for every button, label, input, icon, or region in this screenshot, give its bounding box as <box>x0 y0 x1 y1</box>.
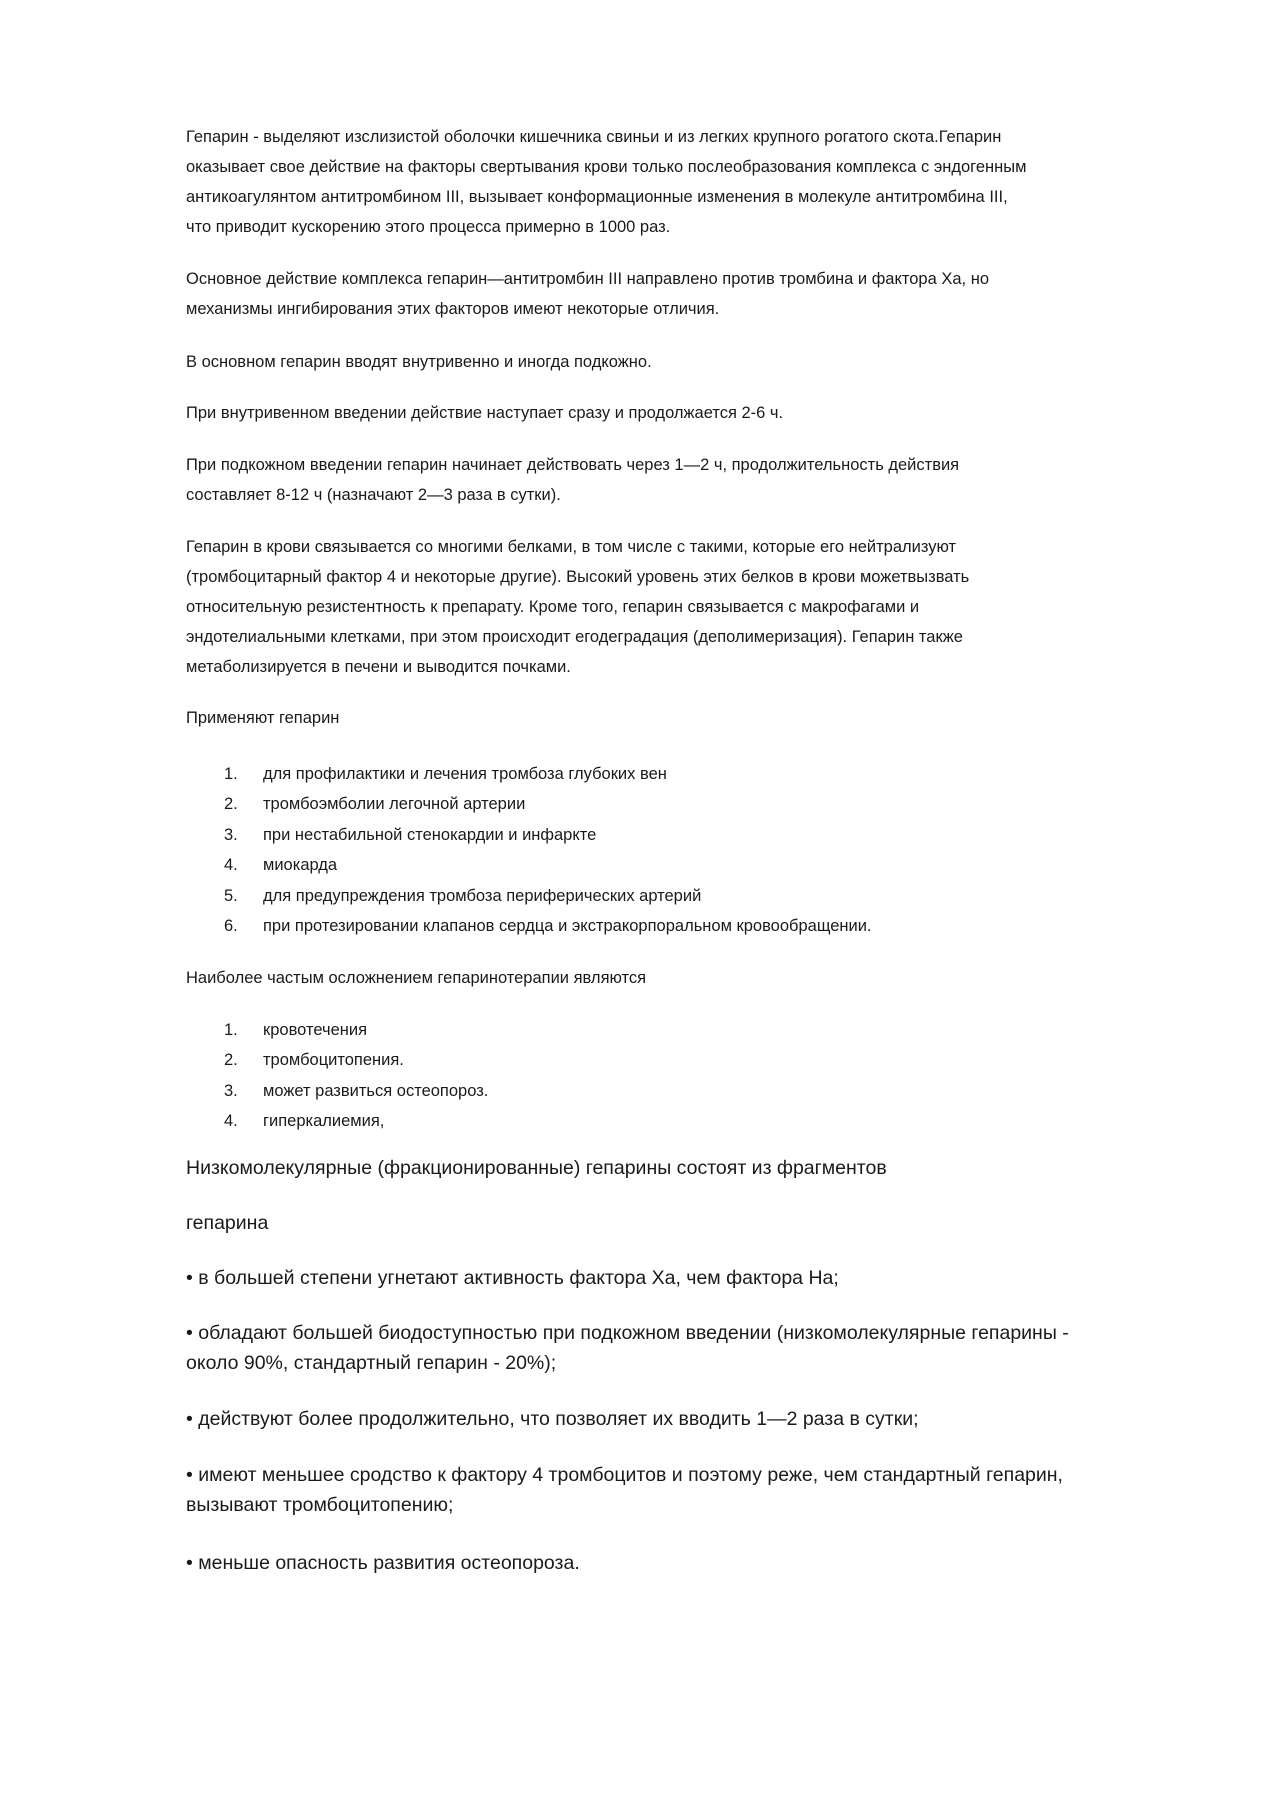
text-line: Гепарин в крови связывается со многими белками, в том числе с такими, которые его нейтрализуют <box>186 538 957 556</box>
text-line: что приводит кускорению этого процесса примерно в 1000 раз. <box>186 218 671 236</box>
list-text: тромбоэмболии легочной артерии <box>263 795 526 814</box>
paragraph <box>186 264 989 324</box>
list-text: для профилактики и лечения тромбоза глубоких вен <box>263 765 667 783</box>
text-line: При подкожном введении гепарин начинает действовать через 1—2 ч, продолжительность действия <box>186 456 960 474</box>
list-number: 4. <box>224 1111 238 1130</box>
paragraph <box>186 398 783 428</box>
text-line: относительную резистентность к препарату. Кроме того, гепарин связывается с макрофагами и <box>186 598 920 616</box>
list-number: 6. <box>224 917 238 935</box>
text-line: Гепарин - выделяют изслизистой оболочки кишечника свиньи и из легких крупного рогатого скота.Гепарин <box>186 128 1002 146</box>
paragraph <box>186 703 339 733</box>
list-number: 3. <box>224 825 238 844</box>
list-text: при протезировании клапанов сердца и экстракорпоральном кровообращении. <box>263 917 872 935</box>
list-number: 5. <box>224 886 238 905</box>
list-text: тромбоцитопения. <box>263 1051 404 1070</box>
text-line: метаболизируется в печени и выводится почками. <box>186 658 571 676</box>
list-text: может развиться остеопороз. <box>263 1081 489 1100</box>
text-line: антикоагулянтом антитромбином III, вызывает конформационные изменения в молекуле антитромбина III, <box>186 188 1008 206</box>
text-line: Наиболее частым осложнением гепаринотерапии являются <box>186 969 647 987</box>
list-number: 4. <box>224 856 238 875</box>
list-number: 2. <box>224 795 238 814</box>
text-line: В основном гепарин вводят внутривенно и иногда подкожно. <box>186 353 652 371</box>
text-line: • обладают большей биодоступностью при подкожном введении (низкомолекулярные гепарины - <box>186 1322 1069 1344</box>
text-line: составляет 8-12 ч (назначают 2—3 раза в сутки). <box>186 486 561 504</box>
text-line: гепарина <box>186 1212 269 1234</box>
paragraph <box>186 532 969 682</box>
text-line: около 90%, стандартный гепарин - 20%); <box>186 1352 557 1374</box>
text-line: эндотелиальными клетками, при этом происходит егодеградация (деполимеризация). Гепарин также <box>186 628 963 646</box>
complications-intro <box>186 963 646 993</box>
text-line: • действуют более продолжительно, что позволяет их вводить 1—2 раза в сутки; <box>186 1408 919 1430</box>
text-line: Основное действие комплекса гепарин—антитромбин III направлено против тромбина и фактора Ха, но <box>186 270 989 288</box>
list-text: при нестабильной стенокардии и инфаркте <box>263 825 597 844</box>
text-line: механизмы ингибирования этих факторов имеют некоторые отличия. <box>186 300 720 318</box>
text-line: • имеют меньшее сродство к фактору 4 тромбоцитов и поэтому реже, чем стандартный гепарин, <box>186 1464 1063 1486</box>
list-text: миокарда <box>263 856 338 875</box>
list-text: кровотечения <box>263 1021 368 1039</box>
paragraph <box>186 450 959 510</box>
lmwh-heading <box>186 1153 887 1183</box>
list-text: гиперкалиемия, <box>263 1111 385 1130</box>
bullet-point <box>186 1263 839 1293</box>
bullet-point <box>186 1548 580 1578</box>
lmwh-heading <box>186 1208 268 1238</box>
text-line: Применяют гепарин <box>186 709 340 727</box>
list-text: для предупреждения тромбоза периферических артерий <box>263 886 702 905</box>
bullet-point <box>186 1404 919 1434</box>
list-number: 1. <box>224 1021 238 1039</box>
text-line: При внутривенном введении действие наступает сразу и продолжается 2-6 ч. <box>186 404 784 422</box>
text-line: (тромбоцитарный фактор 4 и некоторые другие). Высокий уровень этих белков в крови можетвызвать <box>186 568 970 586</box>
text-line: вызывают тромбоцитопению; <box>186 1494 454 1516</box>
text-line: • в большей степени угнетают активность фактора Ха, чем фактора На; <box>186 1267 839 1289</box>
paragraph <box>186 122 1026 242</box>
list-number: 1. <box>224 765 238 783</box>
list-number: 3. <box>224 1081 238 1100</box>
bullet-point <box>186 1318 1069 1378</box>
text-line: Низкомолекулярные (фракционированные) гепарины состоят из фрагментов <box>186 1157 887 1179</box>
text-line: оказывает свое действие на факторы свертывания крови только послеобразования комплекса с эндогенным <box>186 158 1027 176</box>
text-line: • меньше опасность развития остеопороза. <box>186 1552 580 1574</box>
bullet-point <box>186 1460 1063 1520</box>
list-number: 2. <box>224 1051 238 1070</box>
paragraph <box>186 347 652 377</box>
